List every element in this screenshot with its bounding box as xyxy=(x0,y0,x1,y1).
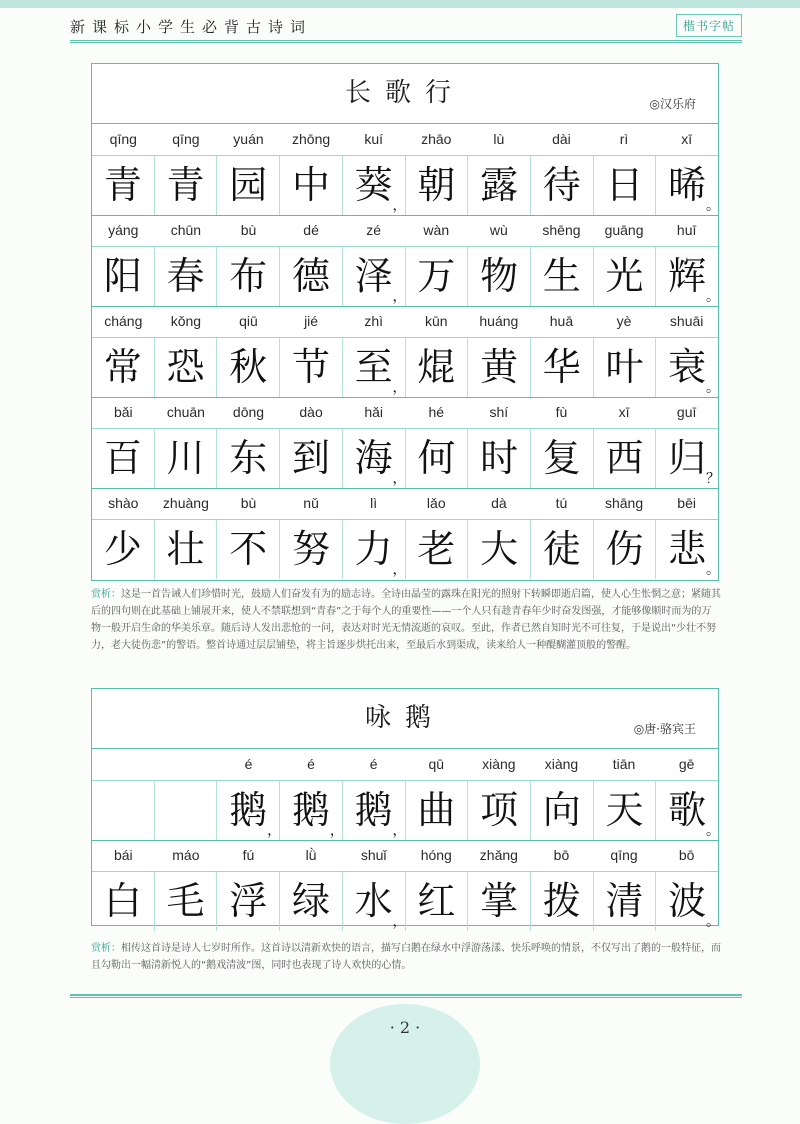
pinyin-cell: lì xyxy=(370,495,378,511)
pinyin-cell: é xyxy=(244,756,253,772)
character-glyph: 天 xyxy=(605,788,644,832)
character-cell xyxy=(217,781,280,840)
poem-line xyxy=(92,306,721,397)
series-title: 新课标小学生必背古诗词 xyxy=(70,18,313,36)
character-glyph: 至 xyxy=(354,345,393,389)
character-glyph: 到 xyxy=(291,436,330,480)
pinyin-cell: fù xyxy=(555,404,568,420)
character-cell xyxy=(92,781,155,840)
character-glyph: 清 xyxy=(605,879,644,923)
character-cell xyxy=(155,247,218,306)
punctuation-mark: 。 xyxy=(706,914,721,930)
character-cell xyxy=(406,781,469,840)
character-cell xyxy=(468,872,531,931)
character-glyph: 波 xyxy=(668,879,707,923)
poem-line xyxy=(92,488,721,579)
pinyin-cell: dào xyxy=(299,404,323,420)
pinyin-cell: yè xyxy=(616,313,632,329)
commentary-label: 赏析： xyxy=(91,943,121,954)
pinyin-cell: shào xyxy=(108,495,139,511)
pinyin-cell: zhǎng xyxy=(479,847,518,863)
character-cell xyxy=(594,156,657,215)
punctuation-mark: ， xyxy=(329,823,344,839)
character-glyph: 朝 xyxy=(417,163,456,207)
character-cell xyxy=(280,429,343,488)
page-number: · 2 · xyxy=(389,1018,421,1037)
pinyin-cell: zhuàng xyxy=(162,495,209,511)
character-cell xyxy=(531,338,594,397)
character-cell xyxy=(155,872,218,931)
pinyin-cell: lǜ xyxy=(305,847,317,863)
character-glyph: 光 xyxy=(605,254,644,298)
pinyin-cell: qū xyxy=(428,756,445,772)
character-glyph: 青 xyxy=(166,163,205,207)
character-cell xyxy=(280,338,343,397)
poem-line xyxy=(92,840,721,931)
pinyin-cell: bēi xyxy=(677,495,696,511)
footer-rule xyxy=(70,994,742,998)
page-header xyxy=(70,14,742,38)
character-glyph: 待 xyxy=(542,163,581,207)
character-cell xyxy=(92,429,155,488)
character-glyph: 晞 xyxy=(668,163,707,207)
character-cell xyxy=(406,429,469,488)
pinyin-cell: tú xyxy=(555,495,568,511)
pinyin-cell: dé xyxy=(303,222,319,238)
pinyin-cell xyxy=(155,749,218,780)
character-cell xyxy=(280,520,343,579)
character-cell xyxy=(594,872,657,931)
pinyin-cell: huáng xyxy=(479,313,519,329)
character-cell xyxy=(343,338,406,397)
character-glyph: 曲 xyxy=(417,788,456,832)
character-glyph: 毛 xyxy=(166,879,205,923)
poem-title-area xyxy=(92,64,718,124)
character-cell xyxy=(217,338,280,397)
character-glyph: 鹅 xyxy=(229,788,268,832)
pinyin-row xyxy=(92,749,718,781)
character-cell xyxy=(656,781,721,840)
character-glyph: 园 xyxy=(229,163,268,207)
character-cell xyxy=(468,520,531,579)
pinyin-cell: shuǐ xyxy=(360,847,387,863)
character-glyph: 焜 xyxy=(417,345,456,389)
character-cell xyxy=(468,781,531,840)
character-cell xyxy=(406,247,469,306)
pinyin-row xyxy=(92,488,718,520)
pinyin-cell: é xyxy=(369,756,378,772)
pinyin-cell: bù xyxy=(240,222,257,238)
character-glyph: 布 xyxy=(229,254,268,298)
character-cell xyxy=(343,520,406,579)
pinyin-cell: cháng xyxy=(104,313,143,329)
pinyin-cell: dōng xyxy=(232,404,265,420)
character-glyph: 伤 xyxy=(605,527,644,571)
character-glyph: 西 xyxy=(605,436,644,480)
character-glyph: 秋 xyxy=(229,345,268,389)
character-glyph: 德 xyxy=(291,254,330,298)
poem-author: ◎唐·骆宾王 xyxy=(633,722,696,736)
pinyin-cell: yuán xyxy=(233,131,264,147)
pinyin-cell: zhāo xyxy=(421,131,452,147)
pinyin-cell: qīng xyxy=(172,131,200,147)
character-glyph: 华 xyxy=(542,345,581,389)
poem-author: ◎汉乐府 xyxy=(649,97,696,111)
character-cell xyxy=(594,247,657,306)
character-glyph: 阳 xyxy=(103,254,142,298)
character-cell xyxy=(468,429,531,488)
pinyin-cell: bái xyxy=(113,847,133,863)
pinyin-cell: xī xyxy=(618,404,630,420)
pinyin-cell: kūn xyxy=(424,313,448,329)
character-cell xyxy=(531,247,594,306)
character-glyph: 壮 xyxy=(166,527,205,571)
character-glyph: 白 xyxy=(103,879,142,923)
character-cell xyxy=(217,520,280,579)
character-glyph: 何 xyxy=(417,436,456,480)
poem-yonge xyxy=(91,688,721,930)
punctuation-mark: ， xyxy=(392,289,407,305)
character-glyph: 恐 xyxy=(166,345,205,389)
pinyin-cell: hǎi xyxy=(364,404,384,420)
pinyin-cell: shāng xyxy=(604,495,644,511)
pinyin-cell: shēng xyxy=(542,222,581,238)
character-glyph: 绿 xyxy=(291,879,330,923)
character-cell xyxy=(656,247,721,306)
character-cell xyxy=(343,247,406,306)
character-cell xyxy=(155,338,218,397)
pinyin-cell: bō xyxy=(553,847,570,863)
character-row xyxy=(92,781,721,841)
character-glyph: 生 xyxy=(542,254,581,298)
pinyin-row xyxy=(92,840,718,872)
pinyin-row xyxy=(92,306,718,338)
character-cell xyxy=(406,872,469,931)
character-row xyxy=(92,247,721,307)
character-glyph: 东 xyxy=(229,436,268,480)
character-glyph: 春 xyxy=(166,254,205,298)
character-glyph: 百 xyxy=(103,436,142,480)
pinyin-cell: shí xyxy=(489,404,509,420)
character-cell xyxy=(531,156,594,215)
punctuation-mark: ， xyxy=(392,562,407,578)
character-glyph: 时 xyxy=(480,436,519,480)
punctuation-mark: 。 xyxy=(706,198,721,214)
pinyin-row xyxy=(92,124,718,156)
character-cell xyxy=(406,338,469,397)
pinyin-cell: xiàng xyxy=(544,756,579,772)
character-cell xyxy=(92,247,155,306)
commentary-text: 这是一首告诫人们珍惜时光，鼓励人们奋发有为的励志诗。全诗由晶莹的露珠在阳光的照射下转瞬即逝启篇，使人心生怅惘之意；紧随其后的四句则在此基础上铺展开来，使人不禁联想到“青春”之于每个人的重要性——一个人只有趁青春年少时奋发图强，才能够像顺时而为的万物一般开启生命的华美乐章。随后诗人发出悲怆的一问，表达对时光无情流逝的哀叹。至此，作者已然自知时光不可往复，于是说出“少壮不努力，老大徒伤悲”的警语。整首诗通过层层铺垫，将主旨逐步烘托出来，至最后水到渠成，读来给人一种醍醐灌顶般的警醒。 xyxy=(91,589,721,651)
character-glyph: 葵 xyxy=(354,163,393,207)
character-cell xyxy=(594,520,657,579)
character-cell xyxy=(155,429,218,488)
pinyin-cell: guī xyxy=(676,404,697,420)
poem-line xyxy=(92,749,721,840)
character-cell xyxy=(92,338,155,397)
pinyin-cell: qiū xyxy=(239,313,258,329)
pinyin-cell: qīng xyxy=(610,847,638,863)
punctuation-mark: 。 xyxy=(706,289,721,305)
character-glyph: 红 xyxy=(417,879,456,923)
character-glyph: 歌 xyxy=(668,788,707,832)
pinyin-row xyxy=(92,397,718,429)
poem-title: 咏鹅 xyxy=(364,703,445,733)
character-cell xyxy=(92,520,155,579)
poem-changgexing xyxy=(91,63,719,581)
character-cell xyxy=(594,429,657,488)
character-cell xyxy=(155,520,218,579)
character-row xyxy=(92,156,721,216)
character-row xyxy=(92,520,721,579)
character-row xyxy=(92,872,721,931)
character-glyph: 泽 xyxy=(354,254,393,298)
character-cell xyxy=(343,872,406,931)
pinyin-cell: chūn xyxy=(170,222,202,238)
character-cell xyxy=(217,247,280,306)
character-cell xyxy=(656,156,721,215)
character-glyph: 万 xyxy=(417,254,456,298)
pinyin-cell: xiàng xyxy=(482,756,516,772)
top-decorative-band xyxy=(0,0,800,8)
punctuation-mark: ， xyxy=(392,380,407,396)
character-glyph: 海 xyxy=(354,436,393,480)
poem-lines xyxy=(92,124,721,579)
calligraphy-badge: 楷书字帖 xyxy=(676,14,742,37)
character-cell xyxy=(656,338,721,397)
character-row xyxy=(92,338,721,398)
pinyin-cell: tiān xyxy=(612,756,636,772)
pinyin-cell: guāng xyxy=(604,222,644,238)
punctuation-mark: ， xyxy=(392,198,407,214)
pinyin-cell: rì xyxy=(619,131,629,147)
character-glyph: 项 xyxy=(480,788,519,832)
pinyin-cell: jié xyxy=(304,313,319,329)
pinyin-cell: wàn xyxy=(423,222,450,238)
pinyin-cell: fú xyxy=(242,847,255,863)
pinyin-cell: é xyxy=(307,756,315,772)
punctuation-mark: ？ xyxy=(706,471,721,487)
character-cell xyxy=(406,156,469,215)
pinyin-cell: chuān xyxy=(166,404,205,420)
character-cell xyxy=(656,872,721,931)
pinyin-cell: xī xyxy=(681,131,693,147)
character-glyph: 鹅 xyxy=(354,788,393,832)
character-cell xyxy=(155,781,218,840)
character-cell xyxy=(531,872,594,931)
pinyin-cell: kuí xyxy=(364,131,384,147)
character-cell xyxy=(343,781,406,840)
character-cell xyxy=(280,781,343,840)
pinyin-cell: hé xyxy=(428,404,445,420)
character-glyph: 鹅 xyxy=(291,788,330,832)
punctuation-mark: ， xyxy=(392,823,407,839)
character-glyph: 露 xyxy=(480,163,519,207)
character-glyph: 复 xyxy=(542,436,581,480)
character-glyph: 不 xyxy=(229,527,268,571)
character-glyph: 徒 xyxy=(542,527,581,571)
character-glyph: 拨 xyxy=(542,879,581,923)
header-rule xyxy=(70,40,742,43)
character-glyph: 常 xyxy=(103,345,142,389)
pinyin-cell: zé xyxy=(366,222,382,238)
pinyin-cell: huā xyxy=(549,313,574,329)
character-glyph: 水 xyxy=(354,879,393,923)
pinyin-cell: zhì xyxy=(364,313,384,329)
character-cell xyxy=(280,156,343,215)
poem-title-area xyxy=(92,689,718,749)
character-glyph: 中 xyxy=(291,163,330,207)
character-cell xyxy=(656,429,721,488)
poem-line xyxy=(92,397,721,488)
punctuation-mark: ， xyxy=(392,471,407,487)
character-glyph: 叶 xyxy=(605,345,644,389)
character-glyph: 浮 xyxy=(229,879,268,923)
punctuation-mark: 。 xyxy=(706,380,721,396)
character-glyph: 日 xyxy=(605,163,644,207)
pinyin-cell: bō xyxy=(678,847,695,863)
poem-lines xyxy=(92,749,721,931)
pinyin-cell: qīng xyxy=(109,131,137,147)
character-glyph: 衰 xyxy=(668,345,707,389)
character-glyph: 大 xyxy=(480,527,519,571)
pinyin-cell: dài xyxy=(552,131,571,147)
character-glyph: 悲 xyxy=(668,527,707,571)
character-cell xyxy=(531,520,594,579)
character-glyph: 辉 xyxy=(668,254,707,298)
pinyin-cell: bù xyxy=(240,495,257,511)
character-cell xyxy=(656,520,721,579)
punctuation-mark: ， xyxy=(267,823,282,839)
character-glyph: 归 xyxy=(668,436,707,480)
character-cell xyxy=(280,247,343,306)
pinyin-cell: máo xyxy=(172,847,200,863)
pinyin-cell: dà xyxy=(491,495,507,511)
character-cell xyxy=(343,156,406,215)
punctuation-mark: 。 xyxy=(706,562,721,578)
pinyin-cell: hóng xyxy=(420,847,452,863)
character-cell xyxy=(343,429,406,488)
character-cell xyxy=(217,429,280,488)
character-cell xyxy=(155,156,218,215)
character-cell xyxy=(594,781,657,840)
pinyin-cell: huī xyxy=(676,222,697,238)
character-cell xyxy=(406,520,469,579)
character-cell xyxy=(531,429,594,488)
character-glyph: 青 xyxy=(103,163,142,207)
pinyin-cell: kǒng xyxy=(170,313,202,329)
poem-line xyxy=(92,124,721,215)
character-glyph: 力 xyxy=(354,527,393,571)
character-glyph: 努 xyxy=(291,527,330,571)
character-cell xyxy=(468,156,531,215)
punctuation-mark: 。 xyxy=(706,823,721,839)
character-glyph: 节 xyxy=(291,345,330,389)
character-glyph: 黄 xyxy=(480,345,519,389)
poem-line xyxy=(92,215,721,306)
character-cell xyxy=(280,872,343,931)
character-glyph: 少 xyxy=(103,527,142,571)
poem-commentary xyxy=(91,940,721,976)
pinyin-cell: shuāi xyxy=(669,313,704,329)
character-cell xyxy=(531,781,594,840)
pinyin-row xyxy=(92,215,718,247)
character-glyph: 物 xyxy=(480,254,519,298)
punctuation-mark: ， xyxy=(392,914,407,930)
commentary-label: 赏析： xyxy=(91,589,121,600)
pinyin-cell: zhōng xyxy=(292,131,331,147)
character-glyph: 老 xyxy=(417,527,456,571)
pinyin-cell: lǎo xyxy=(426,495,446,511)
character-glyph: 掌 xyxy=(480,879,519,923)
pinyin-cell: nǔ xyxy=(303,495,319,511)
character-cell xyxy=(468,247,531,306)
pinyin-cell: lù xyxy=(493,131,505,147)
commentary-text: 相传这首诗是诗人七岁时所作。这首诗以清新欢快的语言，描写白鹅在绿水中浮游荡漾、快乐呼唤的情景，不仅写出了鹅的一般特征，而且勾勒出一幅清新悦人的“鹅戏清波”图，同时也表现了诗人欢快的心情。 xyxy=(91,943,721,971)
pinyin-cell: bǎi xyxy=(113,404,133,420)
pinyin-cell xyxy=(92,749,155,780)
character-cell xyxy=(92,872,155,931)
character-cell xyxy=(217,872,280,931)
character-cell xyxy=(594,338,657,397)
character-glyph: 川 xyxy=(166,436,205,480)
character-cell xyxy=(468,338,531,397)
pinyin-cell: yáng xyxy=(108,222,139,238)
character-cell xyxy=(92,156,155,215)
pinyin-cell: gē xyxy=(678,756,695,772)
pinyin-cell: wù xyxy=(489,222,508,238)
poem-commentary xyxy=(91,586,721,672)
character-row xyxy=(92,429,721,489)
character-cell xyxy=(217,156,280,215)
poem-title: 长歌行 xyxy=(344,78,465,108)
character-glyph: 向 xyxy=(542,788,581,832)
